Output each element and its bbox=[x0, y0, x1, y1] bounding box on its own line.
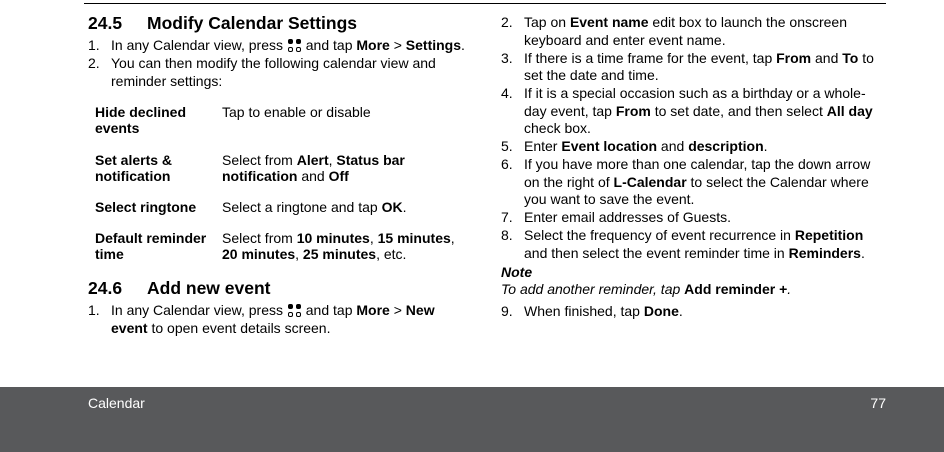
top-rule bbox=[84, 3, 886, 4]
note-text: To add another reminder, tap Add reminder +. bbox=[501, 281, 792, 297]
list-item: 2. Tap on Event name edit box to launch the onscreen keyboard and enter event name. bbox=[501, 14, 847, 48]
right-column bbox=[501, 14, 887, 321]
list-item: 9. When finished, tap Done. bbox=[501, 303, 683, 319]
section-heading-modify-settings: 24.5 Modify Calendar Settings bbox=[88, 13, 358, 33]
note-heading: Note bbox=[501, 264, 533, 280]
page-footer bbox=[0, 387, 944, 452]
list-item: 7. Enter email addresses of Guests. bbox=[501, 209, 731, 225]
list-item: 4. If it is a special occasion such as a birthday or a whole-day event, tap From to set date, and then select All day check box. bbox=[501, 85, 873, 136]
add-event-steps-start bbox=[88, 302, 468, 337]
page-number: 77 bbox=[870, 395, 886, 411]
add-event-steps bbox=[501, 14, 887, 262]
modify-settings-steps bbox=[88, 37, 468, 90]
section-heading-add-event: 24.6 Add new event bbox=[88, 278, 271, 298]
list-item: 2. You can then modify the following calendar view and reminder settings: bbox=[88, 55, 436, 89]
left-column bbox=[88, 12, 468, 337]
list-item: 8. Select the frequency of event recurrence in Repetition and then select the event reminder time in Reminders. bbox=[501, 227, 865, 261]
list-item: 5. Enter Event location and description. bbox=[501, 138, 768, 154]
list-item: 6. If you have more than one calendar, tap the down arrow on the right of L-Calendar to select the Calendar where you want to save the event. bbox=[501, 156, 871, 207]
settings-row: Set alerts & notification Select from Alert, Status bar notification and Off bbox=[95, 152, 405, 184]
list-item: 3. If there is a time frame for the event, tap From and To to set the date and time. bbox=[501, 49, 874, 83]
settings-row: Hide declined events Tap to enable or disable bbox=[95, 104, 371, 136]
menu-key-icon bbox=[288, 304, 301, 317]
settings-row: Default reminder time Select from 10 minutes, 15 minutes, 20 minutes, 25 minutes, etc. bbox=[95, 230, 455, 262]
list-item: 1. In any Calendar view, press and tap More > Settings. bbox=[88, 37, 465, 53]
settings-row: Select ringtone Select a ringtone and tap OK. bbox=[95, 199, 407, 215]
list-item: 1. In any Calendar view, press and tap More > New event to open event details screen. bbox=[88, 302, 435, 336]
settings-table bbox=[88, 104, 468, 262]
menu-key-icon bbox=[288, 39, 301, 52]
footer-chapter-title: Calendar bbox=[88, 395, 145, 411]
final-step bbox=[501, 303, 887, 321]
